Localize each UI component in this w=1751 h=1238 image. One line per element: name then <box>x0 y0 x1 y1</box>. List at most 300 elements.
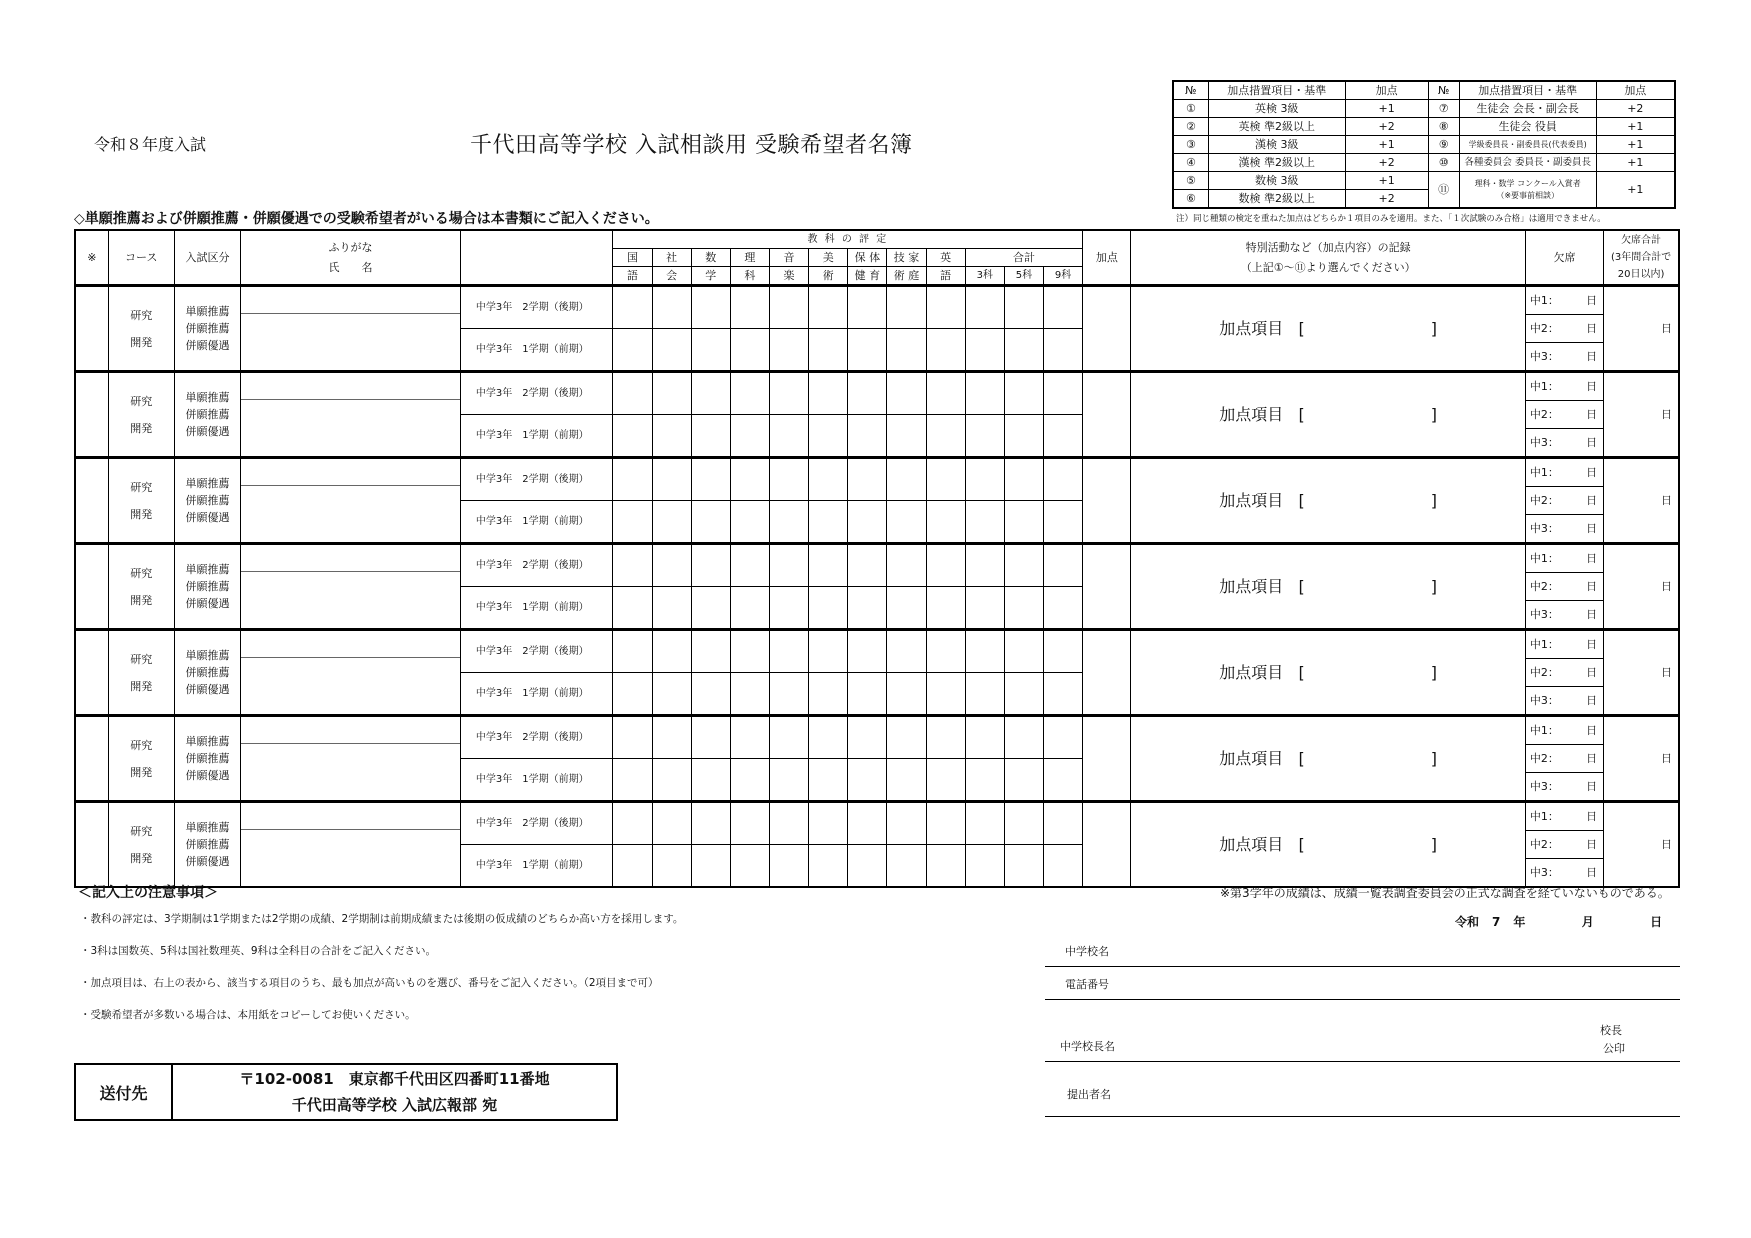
grade-cell[interactable] <box>613 587 652 630</box>
grade-cell[interactable] <box>809 286 848 329</box>
bonus-item-cell[interactable] <box>1131 630 1525 716</box>
absence-day: 日 <box>1586 638 1598 651</box>
mark-cell[interactable] <box>75 372 108 458</box>
grade-cell[interactable] <box>926 716 965 759</box>
grade-cell[interactable] <box>730 802 769 845</box>
bonus-cell[interactable] <box>1083 458 1131 544</box>
name-cell[interactable] <box>241 716 461 802</box>
grade-cell[interactable] <box>809 415 848 458</box>
grade-cell[interactable] <box>652 544 691 587</box>
absence-line[interactable] <box>1526 659 1603 687</box>
grade-cell[interactable] <box>730 286 769 329</box>
mark-cell[interactable] <box>75 286 108 372</box>
grade-cell[interactable] <box>769 458 808 501</box>
grade-cell[interactable] <box>691 372 730 415</box>
grade-cell[interactable] <box>769 673 808 716</box>
grade-cell[interactable] <box>730 759 769 802</box>
bonus-points: +1 <box>1345 100 1428 118</box>
bonus-no: ⑧ <box>1428 118 1459 136</box>
grade-cell[interactable] <box>613 501 652 544</box>
grade-cell[interactable] <box>965 759 1004 802</box>
grade-cell[interactable] <box>613 716 652 759</box>
grade-cell[interactable] <box>613 544 652 587</box>
grade-cell[interactable] <box>1004 501 1043 544</box>
grade-cell[interactable] <box>730 329 769 372</box>
grade-cell[interactable] <box>887 845 926 888</box>
grade-cell[interactable] <box>1043 286 1082 329</box>
grade-cell[interactable] <box>809 716 848 759</box>
grade-cell[interactable] <box>965 630 1004 673</box>
grade-cell[interactable] <box>652 501 691 544</box>
grade-cell[interactable] <box>965 587 1004 630</box>
grades-note: ※第3学年の成績は、成績一覧表調査委員会の正式な調査を経ていないものである。 <box>1220 886 1670 900</box>
course-option: 開発 <box>130 593 153 607</box>
grade-cell[interactable] <box>769 415 808 458</box>
grade-cell[interactable] <box>1004 845 1043 888</box>
absence-line[interactable] <box>1526 487 1603 515</box>
grade-cell[interactable] <box>1043 630 1082 673</box>
absence-line[interactable] <box>1526 859 1603 887</box>
grade-cell[interactable] <box>1043 716 1082 759</box>
bonus-cell[interactable] <box>1083 802 1131 888</box>
grade-cell[interactable] <box>965 845 1004 888</box>
furigana-field[interactable] <box>241 803 460 830</box>
grade-cell[interactable] <box>613 759 652 802</box>
grade-cell[interactable] <box>652 630 691 673</box>
grade-cell[interactable] <box>769 329 808 372</box>
grade-cell[interactable] <box>887 630 926 673</box>
grade-cell[interactable] <box>691 845 730 888</box>
grade-cell[interactable] <box>1043 673 1082 716</box>
absence-total-cell[interactable] <box>1604 286 1679 372</box>
grade-cell[interactable] <box>848 630 887 673</box>
bonus-points: +1 <box>1345 172 1428 190</box>
grade-cell[interactable] <box>691 458 730 501</box>
header-total: 合計 <box>965 249 1083 267</box>
grade-cell[interactable] <box>1004 544 1043 587</box>
kubun-cell[interactable] <box>174 372 240 458</box>
absence-day: 日 <box>1586 466 1598 479</box>
grade-cell[interactable] <box>965 673 1004 716</box>
course-cell[interactable] <box>108 458 174 544</box>
grade-cell[interactable] <box>1004 372 1043 415</box>
absence-line[interactable] <box>1526 745 1603 773</box>
grade-cell[interactable] <box>769 372 808 415</box>
name-cell[interactable] <box>241 286 461 372</box>
grade-cell[interactable] <box>1043 544 1082 587</box>
term-label: 中学3年 2学期（後期） <box>460 544 613 587</box>
absence-total-cell[interactable] <box>1604 458 1679 544</box>
name-cell[interactable] <box>241 372 461 458</box>
grade-cell[interactable] <box>730 544 769 587</box>
grade-cell[interactable] <box>809 501 848 544</box>
grade-cell[interactable] <box>926 673 965 716</box>
grade-cell[interactable] <box>809 329 848 372</box>
grade-cell[interactable] <box>730 458 769 501</box>
absence-line[interactable] <box>1526 631 1603 659</box>
name-cell[interactable] <box>241 630 461 716</box>
grade-cell[interactable] <box>926 415 965 458</box>
grade-cell[interactable] <box>848 544 887 587</box>
grade-cell[interactable] <box>848 716 887 759</box>
grade-cell[interactable] <box>691 415 730 458</box>
bracket-close: ] <box>1430 577 1438 596</box>
absence-line[interactable] <box>1526 601 1603 629</box>
grade-cell[interactable] <box>848 372 887 415</box>
grade-cell[interactable] <box>613 458 652 501</box>
furigana-field[interactable] <box>241 459 460 486</box>
grade-cell[interactable] <box>730 630 769 673</box>
grade-cell[interactable] <box>848 802 887 845</box>
caution-item: ・受験希望者が多数いる場合は、本用紙をコピーしてお使いください。 <box>80 1009 416 1021</box>
grade-cell[interactable] <box>809 372 848 415</box>
course-cell[interactable] <box>108 544 174 630</box>
bonus-item: 数検 準2級以上 <box>1208 190 1345 209</box>
bonus-item-cell[interactable] <box>1131 372 1525 458</box>
grade-cell[interactable] <box>965 329 1004 372</box>
grade-cell[interactable] <box>887 415 926 458</box>
course-option: 開発 <box>130 507 153 521</box>
course-cell[interactable] <box>108 286 174 372</box>
absence-year: 中3： <box>1529 866 1559 879</box>
grade-cell[interactable] <box>691 802 730 845</box>
grade-cell[interactable] <box>1004 630 1043 673</box>
absence-year: 中3： <box>1529 780 1559 793</box>
grade-cell[interactable] <box>652 286 691 329</box>
header-subject-top: 国 <box>613 249 652 267</box>
grade-cell[interactable] <box>769 845 808 888</box>
mark-cell[interactable] <box>75 630 108 716</box>
bonus-cell[interactable] <box>1083 630 1131 716</box>
kubun-option: 併願優遇 <box>185 683 230 696</box>
grade-cell[interactable] <box>1043 372 1082 415</box>
grade-cell[interactable] <box>809 630 848 673</box>
bonus-item: 漢検 準2級以上 <box>1208 154 1345 172</box>
header-activities-title: 特別活動など（加点内容）の記録 <box>1245 240 1411 254</box>
bonus-item-label: 加点項目 <box>1219 749 1284 768</box>
grade-cell[interactable] <box>848 845 887 888</box>
grade-cell[interactable] <box>769 587 808 630</box>
grade-cell[interactable] <box>613 329 652 372</box>
grade-cell[interactable] <box>691 716 730 759</box>
grade-cell[interactable] <box>1004 716 1043 759</box>
absence-line[interactable] <box>1526 803 1603 831</box>
seal-label: 校長 <box>1600 1024 1622 1037</box>
grade-cell[interactable] <box>769 759 808 802</box>
grade-cell[interactable] <box>1004 759 1043 802</box>
grade-cell[interactable] <box>652 372 691 415</box>
grade-cell[interactable] <box>809 587 848 630</box>
absence-line[interactable] <box>1526 429 1603 457</box>
grade-cell[interactable] <box>965 372 1004 415</box>
grade-cell[interactable] <box>691 759 730 802</box>
grade-cell[interactable] <box>652 759 691 802</box>
grade-cell[interactable] <box>691 544 730 587</box>
grade-cell[interactable] <box>809 759 848 802</box>
absence-year: 中3： <box>1529 350 1559 363</box>
grade-cell[interactable] <box>965 458 1004 501</box>
submitter-field[interactable] <box>1045 1074 1680 1117</box>
furigana-field[interactable] <box>241 287 460 314</box>
absence-year: 中1： <box>1529 724 1559 737</box>
grade-cell[interactable] <box>926 501 965 544</box>
absence-line[interactable] <box>1526 545 1603 573</box>
absence-day: 日 <box>1586 780 1598 793</box>
absence-line[interactable] <box>1526 287 1603 315</box>
absence-total-cell[interactable] <box>1604 372 1679 458</box>
grade-cell[interactable] <box>965 802 1004 845</box>
grade-cell[interactable] <box>613 802 652 845</box>
mark-cell[interactable] <box>75 544 108 630</box>
bonus-item-cell[interactable] <box>1131 458 1525 544</box>
grade-cell[interactable] <box>848 501 887 544</box>
grade-cell[interactable] <box>848 329 887 372</box>
header-subject-bottom: 会 <box>652 267 691 286</box>
grade-cell[interactable] <box>613 630 652 673</box>
furigana-field[interactable] <box>241 545 460 572</box>
header-absence-total-range: (3年間合計で <box>1610 252 1672 263</box>
grade-cell[interactable] <box>926 630 965 673</box>
grade-cell[interactable] <box>848 673 887 716</box>
absence-year: 中1： <box>1529 638 1559 651</box>
bonus-cell[interactable] <box>1083 372 1131 458</box>
grade-cell[interactable] <box>1004 587 1043 630</box>
absence-total-cell[interactable] <box>1604 630 1679 716</box>
bonus-item-cell[interactable] <box>1131 802 1525 888</box>
bonus-cell[interactable] <box>1083 716 1131 802</box>
grade-cell[interactable] <box>613 286 652 329</box>
absence-day: 日 <box>1586 580 1598 593</box>
principal-name-field[interactable] <box>1045 1024 1680 1062</box>
grade-cell[interactable] <box>926 845 965 888</box>
phone-field[interactable] <box>1045 969 1680 1000</box>
bonus-item-cell[interactable] <box>1131 286 1525 372</box>
grade-cell[interactable] <box>1043 587 1082 630</box>
kubun-cell[interactable] <box>174 630 240 716</box>
grade-cell[interactable] <box>1043 802 1082 845</box>
date-line <box>1455 913 1662 930</box>
grade-cell[interactable] <box>926 587 965 630</box>
grade-cell[interactable] <box>691 630 730 673</box>
absence-day: 日 <box>1586 552 1598 565</box>
term-label: 中学3年 2学期（後期） <box>460 716 613 759</box>
grade-cell[interactable] <box>887 544 926 587</box>
grade-cell[interactable] <box>730 716 769 759</box>
grade-cell[interactable] <box>1043 501 1082 544</box>
grade-cell[interactable] <box>613 845 652 888</box>
grade-cell[interactable] <box>809 458 848 501</box>
absence-line[interactable] <box>1526 687 1603 715</box>
furigana-field[interactable] <box>241 631 460 658</box>
grade-cell[interactable] <box>809 673 848 716</box>
grade-cell[interactable] <box>1004 458 1043 501</box>
applicant-row <box>75 544 1679 587</box>
absence-year: 中1： <box>1529 380 1559 393</box>
grade-cell[interactable] <box>848 286 887 329</box>
bonus-item-cell[interactable] <box>1131 716 1525 802</box>
grade-cell[interactable] <box>809 802 848 845</box>
course-cell[interactable] <box>108 716 174 802</box>
absence-line[interactable] <box>1526 343 1603 371</box>
grade-cell[interactable] <box>730 415 769 458</box>
absence-day: 日 <box>1586 752 1598 765</box>
furigana-field[interactable] <box>241 373 460 400</box>
absence-day: 日 <box>1586 322 1598 335</box>
grade-cell[interactable] <box>848 458 887 501</box>
absence-total-cell[interactable] <box>1604 716 1679 802</box>
absence-total-day: 日 <box>1661 494 1672 507</box>
applicant-row <box>75 716 1679 759</box>
absence-cell <box>1525 286 1603 372</box>
grade-cell[interactable] <box>848 759 887 802</box>
grade-cell[interactable] <box>1004 415 1043 458</box>
grade-cell[interactable] <box>730 372 769 415</box>
grade-cell[interactable] <box>887 587 926 630</box>
grade-cell[interactable] <box>652 458 691 501</box>
grade-cell[interactable] <box>887 458 926 501</box>
grade-cell[interactable] <box>965 544 1004 587</box>
grade-cell[interactable] <box>887 501 926 544</box>
name-cell[interactable] <box>241 458 461 544</box>
grade-cell[interactable] <box>887 802 926 845</box>
course-option: 研究 <box>130 824 153 838</box>
grade-cell[interactable] <box>887 329 926 372</box>
grade-cell[interactable] <box>769 544 808 587</box>
grade-cell[interactable] <box>965 415 1004 458</box>
school-name-field[interactable] <box>1045 936 1680 967</box>
grade-cell[interactable] <box>769 286 808 329</box>
grade-cell[interactable] <box>730 587 769 630</box>
date-era: 令和 <box>1455 915 1480 929</box>
name-cell[interactable] <box>241 802 461 888</box>
grade-cell[interactable] <box>926 802 965 845</box>
grade-cell[interactable] <box>1004 673 1043 716</box>
grade-cell[interactable] <box>926 329 965 372</box>
grade-cell[interactable] <box>613 673 652 716</box>
grade-cell[interactable] <box>652 802 691 845</box>
grade-cell[interactable] <box>926 372 965 415</box>
grade-cell[interactable] <box>652 587 691 630</box>
grade-cell[interactable] <box>1004 802 1043 845</box>
grade-cell[interactable] <box>652 845 691 888</box>
bonus-cell[interactable] <box>1083 286 1131 372</box>
grade-cell[interactable] <box>887 286 926 329</box>
grade-cell[interactable] <box>691 286 730 329</box>
grade-cell[interactable] <box>769 630 808 673</box>
bonus-cell[interactable] <box>1083 544 1131 630</box>
grade-cell[interactable] <box>691 329 730 372</box>
grade-cell[interactable] <box>848 587 887 630</box>
grade-cell[interactable] <box>1043 415 1082 458</box>
kubun-cell[interactable] <box>174 286 240 372</box>
grade-cell[interactable] <box>926 286 965 329</box>
furigana-field[interactable] <box>241 717 460 744</box>
grade-cell[interactable] <box>730 845 769 888</box>
grade-cell[interactable] <box>691 501 730 544</box>
absence-line[interactable] <box>1526 573 1603 601</box>
absence-line[interactable] <box>1526 315 1603 343</box>
grade-cell[interactable] <box>965 716 1004 759</box>
grade-cell[interactable] <box>652 329 691 372</box>
grade-cell[interactable] <box>1043 759 1082 802</box>
grade-cell[interactable] <box>769 501 808 544</box>
grade-cell[interactable] <box>926 458 965 501</box>
grade-cell[interactable] <box>730 501 769 544</box>
absence-line[interactable] <box>1526 401 1603 429</box>
course-option: 研究 <box>130 308 153 322</box>
grade-cell[interactable] <box>1043 458 1082 501</box>
absence-line[interactable] <box>1526 773 1603 801</box>
header-shimei: 氏 名 <box>328 260 373 274</box>
absence-line[interactable] <box>1526 459 1603 487</box>
grade-cell[interactable] <box>652 673 691 716</box>
course-option: 開発 <box>130 679 153 693</box>
grade-cell[interactable] <box>769 802 808 845</box>
mark-cell[interactable] <box>75 802 108 888</box>
kubun-cell[interactable] <box>174 802 240 888</box>
grade-cell[interactable] <box>1043 329 1082 372</box>
grade-cell[interactable] <box>809 544 848 587</box>
grade-cell[interactable] <box>965 501 1004 544</box>
bonus-points: +1 <box>1596 172 1675 209</box>
grade-cell[interactable] <box>887 372 926 415</box>
grade-cell[interactable] <box>769 716 808 759</box>
bracket-open: [ <box>1298 749 1305 768</box>
absence-day: 日 <box>1586 666 1598 679</box>
grade-cell[interactable] <box>887 759 926 802</box>
kubun-option: 併願推薦 <box>185 666 230 679</box>
absence-line[interactable] <box>1526 515 1603 543</box>
course-cell[interactable] <box>108 802 174 888</box>
grade-cell[interactable] <box>965 286 1004 329</box>
grade-cell[interactable] <box>691 587 730 630</box>
grade-cell[interactable] <box>613 415 652 458</box>
absence-line[interactable] <box>1526 831 1603 859</box>
absence-line[interactable] <box>1526 717 1603 745</box>
grade-cell[interactable] <box>848 415 887 458</box>
mark-cell[interactable] <box>75 716 108 802</box>
course-cell[interactable] <box>108 372 174 458</box>
absence-total-cell[interactable] <box>1604 802 1679 888</box>
grade-cell[interactable] <box>809 845 848 888</box>
kubun-cell[interactable] <box>174 458 240 544</box>
grade-cell[interactable] <box>730 673 769 716</box>
bonus-item-cell[interactable] <box>1131 544 1525 630</box>
mark-cell[interactable] <box>75 458 108 544</box>
absence-cell <box>1525 802 1603 888</box>
grade-cell[interactable] <box>652 716 691 759</box>
kubun-cell[interactable] <box>174 716 240 802</box>
applicant-row <box>75 286 1679 329</box>
course-cell[interactable] <box>108 630 174 716</box>
grade-cell[interactable] <box>926 759 965 802</box>
grade-cell[interactable] <box>1004 329 1043 372</box>
grade-cell[interactable] <box>887 716 926 759</box>
absence-total-cell[interactable] <box>1604 544 1679 630</box>
grade-cell[interactable] <box>652 415 691 458</box>
kubun-cell[interactable] <box>174 544 240 630</box>
grade-cell[interactable] <box>887 673 926 716</box>
grade-cell[interactable] <box>613 372 652 415</box>
grade-cell[interactable] <box>1043 845 1082 888</box>
grade-cell[interactable] <box>691 673 730 716</box>
name-cell[interactable] <box>241 544 461 630</box>
bracket-open: [ <box>1298 491 1305 510</box>
absence-line[interactable] <box>1526 373 1603 401</box>
grade-cell[interactable] <box>1004 286 1043 329</box>
kubun-option: 単願推薦 <box>185 563 230 576</box>
grade-cell[interactable] <box>926 544 965 587</box>
